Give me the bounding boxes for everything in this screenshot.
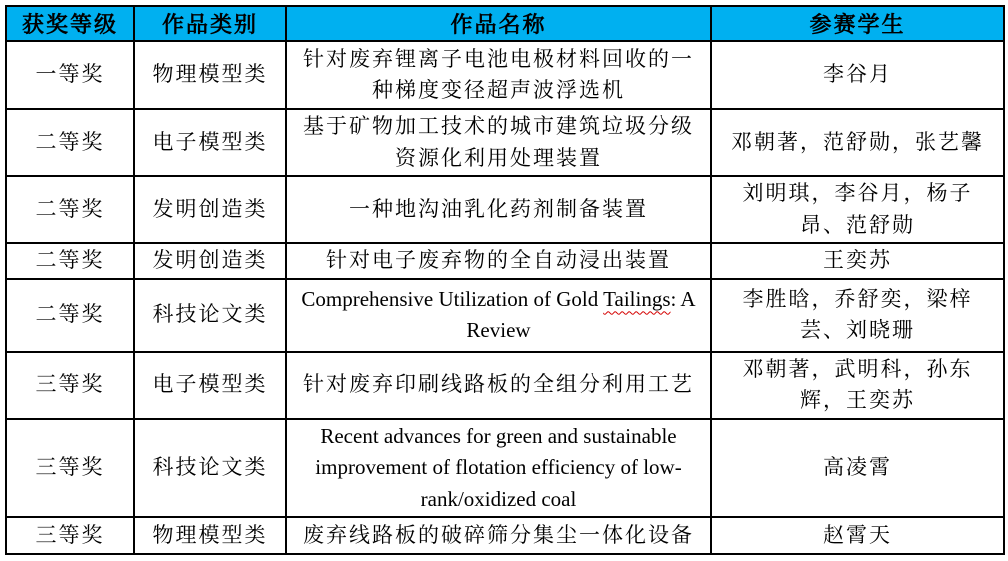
title-cell: 基于矿物加工技术的城市建筑垃圾分级资源化利用处理装置 [286, 109, 711, 176]
table-row [6, 419, 1004, 518]
table-row [6, 176, 1004, 243]
students-cell: 李胜晗，乔舒奕，梁梓芸、刘晓珊 [711, 279, 1004, 352]
students-cell: 高凌霄 [711, 419, 1004, 518]
award-cell: 三等奖 [6, 419, 134, 518]
category-cell: 发明创造类 [134, 243, 286, 279]
category-cell: 科技论文类 [134, 419, 286, 518]
category-cell: 电子模型类 [134, 109, 286, 176]
award-cell: 二等奖 [6, 109, 134, 176]
award-cell: 一等奖 [6, 41, 134, 109]
awards-table [5, 5, 1005, 555]
students-cell: 刘明琪，李谷月，杨子昂、范舒勋 [711, 176, 1004, 243]
spellcheck-underline: Tailings [603, 286, 671, 311]
award-cell: 二等奖 [6, 243, 134, 279]
table-row [6, 279, 1004, 352]
category-cell: 发明创造类 [134, 176, 286, 243]
table-row [6, 41, 1004, 109]
header-award-level: 获奖等级 [6, 6, 134, 41]
table-row [6, 109, 1004, 176]
students-cell: 赵霄天 [711, 517, 1004, 554]
title-cell: 废弃线路板的破碎筛分集尘一体化设备 [286, 517, 711, 554]
award-cell: 二等奖 [6, 176, 134, 243]
table-row [6, 243, 1004, 279]
title-cell: Comprehensive Utilization of Gold Tailings: A Review [286, 279, 711, 352]
award-cell: 三等奖 [6, 352, 134, 419]
header-work-title: 作品名称 [286, 6, 711, 41]
students-cell: 邓朝著，武明科，孙东辉，王奕苏 [711, 352, 1004, 419]
title-cell: 针对废弃锂离子电池电极材料回收的一种梯度变径超声波浮选机 [286, 41, 711, 109]
category-cell: 科技论文类 [134, 279, 286, 352]
students-cell: 李谷月 [711, 41, 1004, 109]
category-cell: 物理模型类 [134, 517, 286, 554]
students-cell: 王奕苏 [711, 243, 1004, 279]
table-row [6, 517, 1004, 554]
table-row [6, 352, 1004, 419]
award-cell: 三等奖 [6, 517, 134, 554]
title-cell: 针对废弃印刷线路板的全组分利用工艺 [286, 352, 711, 419]
students-cell: 邓朝著，范舒勋，张艺馨 [711, 109, 1004, 176]
header-work-category: 作品类别 [134, 6, 286, 41]
category-cell: 物理模型类 [134, 41, 286, 109]
award-cell: 二等奖 [6, 279, 134, 352]
title-cell: 一种地沟油乳化药剂制备装置 [286, 176, 711, 243]
table-header-row [6, 6, 1004, 41]
title-cell: 针对电子废弃物的全自动浸出装置 [286, 243, 711, 279]
header-students: 参赛学生 [711, 6, 1004, 41]
category-cell: 电子模型类 [134, 352, 286, 419]
title-cell: Recent advances for green and sustainable improvement of flotation efficiency of low-rank/oxidized coal [286, 419, 711, 518]
